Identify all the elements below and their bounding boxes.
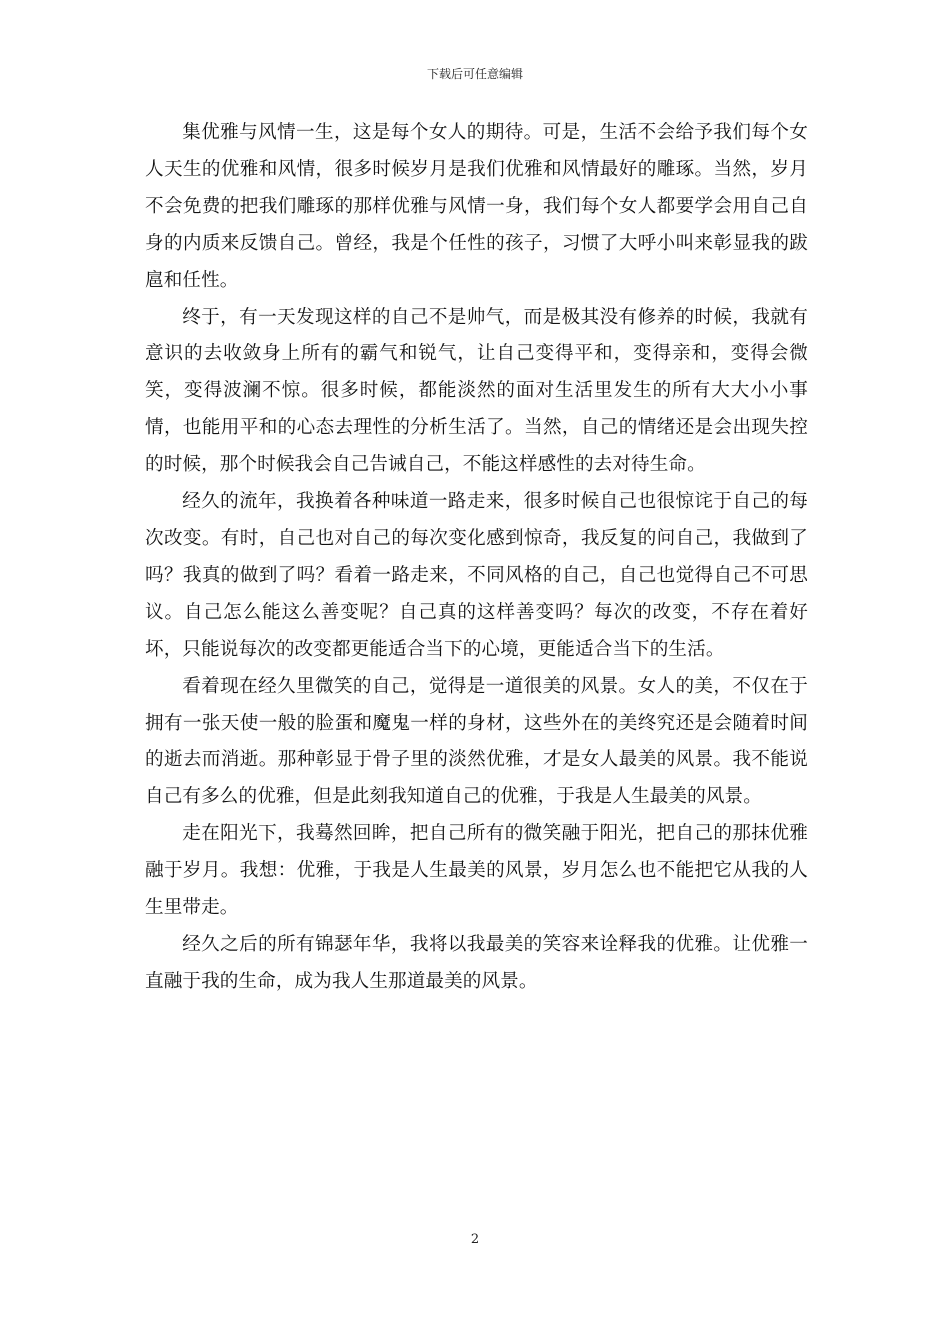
paragraph: 集优雅与风情一生，这是每个女人的期待。可是，生活不会给予我们每个女人天生的优雅和风情，很多时候岁月是我们优雅和风情最好的雕琢。当然，岁月不会免费的把我们雕琢的那样优雅与风情一身，我们每个女人都要学会用自己自身的内质来反馈自己。曾经，我是个任性的孩子，习惯了大呼小叫来彰显我的跋扈和任性。 [145,122,808,291]
page-header: 下载后可任意编辑 [426,67,523,81]
paragraph: 经久之后的所有锦瑟年华，我将以我最美的笑容来诠释我的优雅。让优雅一直融于我的生命，成为我人生那道最美的风景。 [145,933,808,992]
paragraph: 经久的流年，我换着各种味道一路走来，很多时候自己也很惊诧于自己的每次改变。有时，自己也对自己的每次变化感到惊奇，我反复的问自己，我做到了吗？我真的做到了吗？看着一路走来，不同风格的自己，自己也觉得自己不可思议。自己怎么能这么善变呢？自己真的这样善变吗？每次的改变，不存在着好坏，只能说每次的改变都更能适合当下的心境，更能适合当下的生活。 [145,491,808,660]
paragraph: 走在阳光下，我蓦然回眸，把自己所有的微笑融于阳光，把自己的那抹优雅融于岁月。我想：优雅，于我是人生最美的风景，岁月怎么也不能把它从我的人生里带走。 [145,823,808,919]
document-body [145,115,808,1001]
paragraph: 看着现在经久里微笑的自己，觉得是一道很美的风景。女人的美，不仅在于拥有一张天使一般的脸蛋和魔鬼一样的身材，这些外在的美终究还是会随着时间的逝去而消逝。那种彰显于骨子里的淡然优雅，才是女人最美的风景。我不能说自己有多么的优雅，但是此刻我知道自己的优雅，于我是人生最美的风景。 [145,675,808,808]
paragraph: 终于，有一天发现这样的自己不是帅气，而是极其没有修养的时候，我就有意识的去收敛身上所有的霸气和锐气，让自己变得平和，变得亲和，变得会微笑，变得波澜不惊。很多时候，都能淡然的面对生活里发生的所有大大小小事情，也能用平和的心态去理性的分析生活了。当然，自己的情绪还是会出现失控的时候，那个时候我会自己告诫自己，不能这样感性的去对待生命。 [145,306,808,476]
page-number: 2 [470,1232,480,1247]
